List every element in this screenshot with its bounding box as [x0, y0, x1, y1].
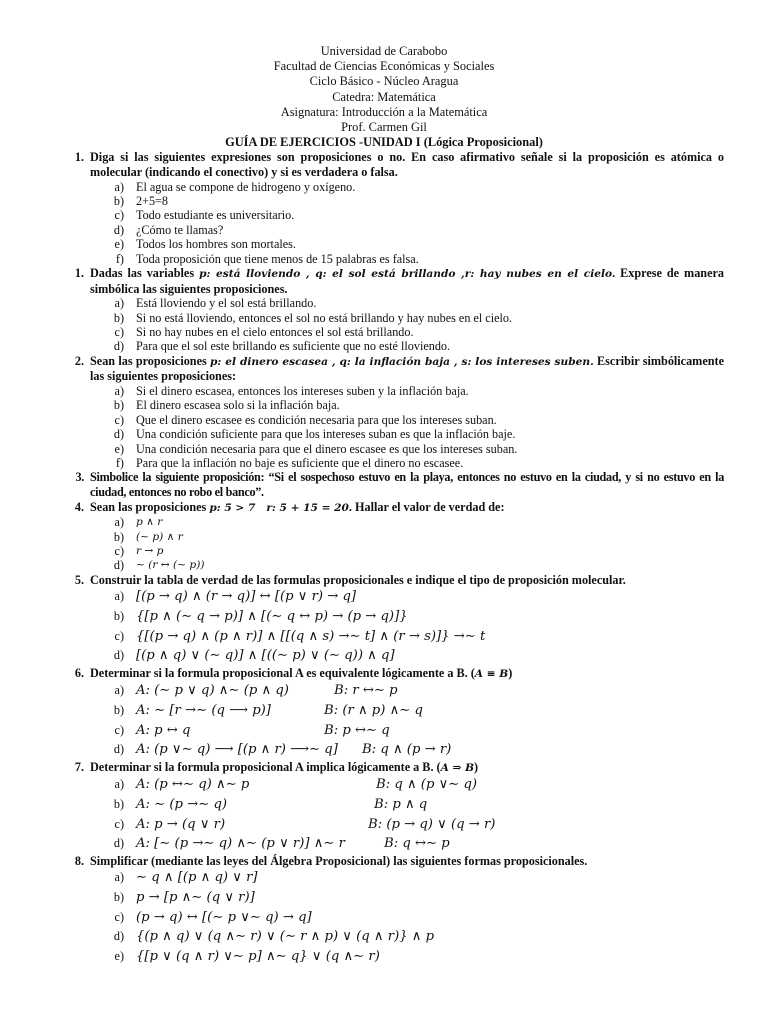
item-letter: b) [113, 310, 124, 325]
question-text-pre: Sean las proposiciones [90, 499, 210, 514]
question-math: p: el dinero escasea , q: la inflación baja , s: los intereses suben. [210, 355, 594, 368]
item-letter: d) [113, 929, 124, 944]
item-text: El dinero escasea solo si la inflación baja. [136, 398, 340, 413]
item-formula: {[(p → q) ∧ (p ∧ r)] ∧ [[(q ∧ s) →∼ t] ∧ (r → s)]} →∼ t [136, 628, 486, 644]
item-letter: d) [113, 648, 124, 663]
formula-b: B: p ↔∼ q [324, 722, 390, 738]
item-formula: p → [p ∧∼ (q ∨ r)] [136, 889, 255, 905]
list-item [114, 296, 768, 311]
formula-a: A: ∼ (p →∼ q) [136, 797, 228, 813]
formula-item [113, 646, 768, 666]
formula-b: B: (r ∧ p) ∧∼ q [324, 703, 423, 719]
question-text-pre: Determinar si la formula proposicional A implica lógicamente a B. ( [90, 759, 441, 774]
item-text: Todos los hombres son mortales. [136, 237, 296, 252]
formula-pair-item [114, 681, 768, 701]
subject-name: Asignatura: Introducción a la Matemática [280, 104, 488, 119]
item-text: Para que el sol este brillando es suficiente que no esté lloviendo. [136, 339, 451, 354]
formula-a: A: (∼ p ∨ q) ∧∼ (p ∧ q) [136, 683, 289, 699]
formula-a: A: [∼ (p →∼ q) ∧∼ (p ∨ r)] ∧∼ r [136, 836, 345, 852]
item-letter: a) [114, 296, 124, 311]
professor-name: Prof. Carmen Gil [341, 120, 427, 135]
item-letter: c) [114, 208, 124, 223]
formula-item [114, 868, 768, 888]
faculty-name: Facultad de Ciencias Económicas y Sociales [273, 59, 495, 74]
question-text: Simbolice la siguiente proposición: “Si el sospechoso estuvo en la playa, entonces no estuvo en la ciudad, y si no estuvo en la ciudad, entonces no robo el banco”. [90, 470, 724, 500]
item-formula: (∼ p) ∧ r [136, 530, 183, 543]
question-number: 8. [74, 853, 84, 868]
question-6 [74, 665, 724, 682]
list-item [114, 208, 768, 223]
list-item [114, 325, 768, 340]
item-letter: c) [114, 412, 124, 427]
question-7 [74, 759, 724, 776]
item-letter: d) [113, 339, 124, 354]
list-item [114, 412, 768, 427]
formula-a: A: ∼ [r →∼ (q ⟶ p)] [136, 703, 271, 719]
formula-item [113, 558, 768, 573]
item-formula: ∼ (r ↔ (∼ p)) [136, 559, 205, 572]
item-formula: ∼ q ∧ [(p ∧ q) ∨ r] [136, 870, 258, 886]
question-math: p: 5 > 7 r: 5 + 15 = 20 [209, 501, 349, 514]
formula-item [114, 515, 768, 530]
item-text: Si no hay nubes en el cielo entonces el sol está brillando. [136, 325, 414, 340]
item-letter: c) [114, 816, 124, 831]
question-text-post: . Exprese de manera simbólica las siguientes proposiciones. [90, 266, 724, 296]
list-item [115, 456, 768, 471]
list-item [114, 179, 768, 194]
question-number: 5. [74, 572, 84, 587]
item-formula: {[p ∧ (∼ q → p)] ∧ [(∼ q ↔ p) → (p → q)]} [136, 609, 408, 625]
item-letter: a) [114, 683, 124, 698]
item-formula: {[p ∨ (q ∧ r) ∨∼ p] ∧∼ q} ∨ (q ∧∼ r) [136, 948, 380, 964]
item-letter: d) [113, 742, 124, 757]
item-letter: c) [114, 325, 124, 340]
cycle-name: Ciclo Básico - Núcleo Aragua [309, 74, 459, 89]
item-formula: {(p ∧ q) ∨ (q ∧∼ r) ∨ (∼ r ∧ p) ∨ (q ∧ r)} ∧ p [136, 929, 435, 945]
item-letter: a) [114, 384, 124, 399]
formula-b: B: q ↔∼ p [384, 836, 450, 852]
question-number: 3. [75, 470, 84, 485]
formula-pair-item [113, 834, 768, 854]
formula-item [113, 927, 768, 947]
question-math: p: está lloviendo , q: el sol está brillando ,r: hay nubes en el cielo [199, 268, 613, 281]
question-text: Diga si las siguientes expresiones son proposiciones o no. En caso afirmativo señale si la proposición es atómica o molecular (indicando el conectivo) y si es verdadera o falsa. [90, 150, 724, 180]
formula-pair-item [113, 795, 768, 815]
item-text: Para que la inflación no baje es suficiente que el dinero no escasee. [136, 456, 464, 471]
formula-item [114, 627, 768, 647]
item-letter: b) [113, 398, 124, 413]
question-text-pre: Sean las proposiciones [90, 353, 211, 368]
formula-item [113, 529, 768, 544]
item-letter: b) [113, 889, 124, 904]
item-text: Todo estudiante es universitario. [136, 208, 295, 223]
item-text: Toda proposición que tiene menos de 15 palabras es falsa. [136, 251, 419, 266]
item-formula: (p → q) ↔ [(∼ p ∨∼ q) → q] [136, 909, 312, 925]
formula-b: B: p ∧ q [374, 797, 428, 813]
question-3 [75, 470, 724, 500]
item-letter: c) [114, 722, 124, 737]
question-text: Construir la tabla de verdad de las formulas proposicionales e indique el tipo de proposición molecular. [90, 572, 626, 587]
item-letter: e) [114, 441, 124, 456]
formula-a: A: p ↔ q [136, 722, 191, 738]
formula-item [113, 607, 768, 627]
item-text: Una condición necesaria para que el dinero escasee es que los intereses suban. [136, 441, 518, 456]
question-number: 1. [74, 150, 84, 165]
list-item [114, 237, 768, 252]
item-letter: b) [113, 194, 124, 209]
item-text: Está lloviendo y el sol está brillando. [136, 296, 317, 311]
question-4 [74, 499, 724, 516]
list-item [113, 222, 768, 237]
question-number: 1. [74, 266, 84, 281]
item-formula: p ∧ r [136, 516, 163, 529]
list-item [114, 441, 768, 456]
question-variables [74, 266, 724, 296]
item-formula: [(p ∧ q) ∨ (∼ q)] ∧ [((∼ p) ∨ (∼ q)) ∧ q] [136, 648, 395, 664]
question-text-pre: Dadas las variables [90, 266, 200, 281]
guide-title: GUÍA DE EJERCICIOS -UNIDAD I (Lógica Proposicional) [225, 135, 543, 150]
question-1 [74, 150, 724, 180]
list-item [113, 398, 768, 413]
item-text: Si el dinero escasea, entonces los intereses suben y la inflación baja. [136, 384, 469, 399]
item-letter: f) [115, 456, 124, 471]
item-letter: b) [113, 797, 124, 812]
item-letter: d) [113, 558, 124, 573]
item-text: Una condición suficiente para que los intereses suban es que la inflación baje. [136, 427, 516, 442]
question-text-post: . Hallar el valor de verdad de: [348, 499, 505, 514]
item-letter: a) [114, 589, 124, 604]
list-item [114, 384, 768, 399]
item-text: Si no está lloviendo, entonces el sol no está brillando y hay nubes en el cielo. [136, 310, 513, 325]
university-name: Universidad de Carabobo [320, 44, 448, 58]
item-letter: b) [113, 529, 124, 544]
formula-a: A: p → (q ∨ r) [136, 816, 226, 832]
item-text: ¿Cómo te llamas? [136, 222, 224, 237]
formula-b: B: q ∧ (p ∨∼ q) [376, 777, 478, 793]
item-letter: b) [113, 703, 124, 718]
question-text-post: Escribir simbólicamente las siguientes proposiciones: [90, 353, 724, 384]
formula-a: A: (p ↔∼ q) ∧∼ p [136, 777, 250, 793]
item-letter: d) [113, 836, 124, 851]
formula-b: B: (p → q) ∨ (q → r) [368, 816, 496, 832]
formula-pair-item [114, 775, 768, 795]
question-number: 4. [74, 499, 84, 514]
item-formula: r → p [136, 545, 164, 558]
item-letter: b) [113, 609, 124, 624]
formula-item [114, 587, 768, 607]
item-letter: e) [114, 948, 124, 963]
item-text: Que el dinero escasee es condición necesaria para que los intereses suban. [136, 412, 497, 427]
item-letter: c) [114, 909, 124, 924]
formula-b: B: q ∧ (p → r) [362, 742, 452, 758]
question-text-post: ) [474, 759, 479, 774]
formula-item [114, 544, 768, 559]
formula-item [114, 908, 768, 928]
question-5 [74, 572, 724, 588]
item-text: El agua se compone de hidrogeno y oxígeno. [136, 179, 356, 194]
question-text: Simplificar (mediante las leyes del Álgebra Proposicional) las siguientes formas proposicionales. [90, 853, 588, 868]
question-math: A ≡ B [474, 667, 509, 680]
formula-item [114, 947, 768, 967]
item-letter: a) [114, 179, 124, 194]
item-text: 2+5=8 [136, 194, 169, 209]
question-math: A ⇒ B [440, 761, 475, 774]
list-item [113, 427, 768, 442]
formula-pair-item [114, 815, 768, 835]
question-2 [74, 353, 724, 384]
item-formula: [(p → q) ∧ (r → q)] ↔ [(p ∨ r) → q] [136, 589, 357, 605]
question-number: 2. [74, 353, 84, 368]
question-number: 6. [74, 665, 84, 680]
formula-item [113, 888, 768, 908]
question-text-post: ) [508, 665, 513, 680]
formula-pair-item [113, 740, 768, 760]
question-8 [74, 853, 724, 869]
item-letter: d) [113, 427, 124, 442]
formula-pair-item [114, 721, 768, 741]
item-letter: c) [114, 544, 124, 559]
item-letter: d) [113, 222, 124, 237]
item-letter: e) [114, 237, 124, 252]
item-letter: a) [114, 515, 124, 530]
formula-pair-item [113, 701, 768, 721]
question-text-pre: Determinar si la formula proposicional A es equivalente lógicamente a B. ( [90, 665, 475, 680]
list-item [113, 310, 768, 325]
formula-b: B: r ↔∼ p [334, 683, 398, 699]
chair-name: Catedra: Matemática [332, 89, 436, 104]
formula-a: A: (p ∨∼ q) ⟶ [(p ∧ r) ⟶∼ q] [136, 742, 338, 758]
item-letter: a) [114, 777, 124, 792]
document-page [0, 44, 768, 966]
list-item [113, 194, 768, 209]
list-item [115, 251, 768, 266]
question-number: 7. [74, 759, 84, 774]
item-letter: a) [114, 870, 124, 885]
item-letter: f) [115, 251, 124, 266]
item-letter: c) [114, 628, 124, 643]
list-item [113, 339, 768, 354]
